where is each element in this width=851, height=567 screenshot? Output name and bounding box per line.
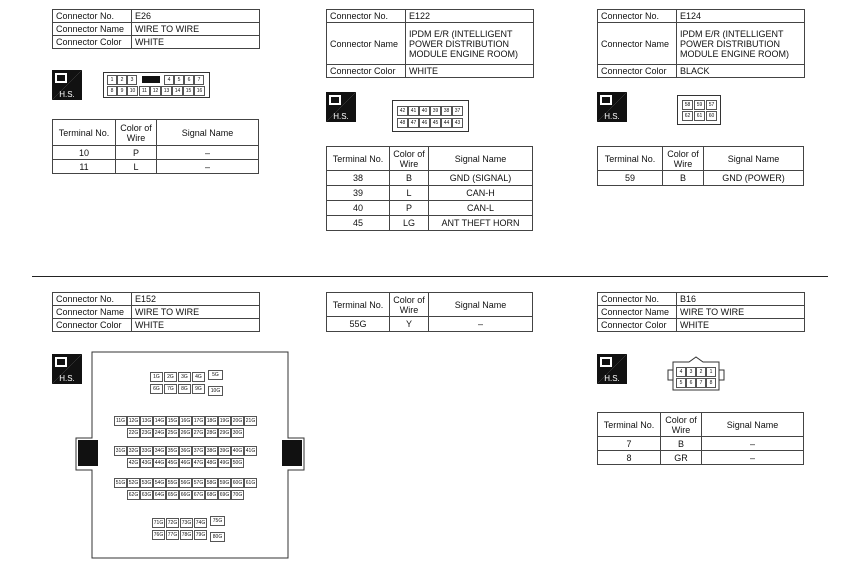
header-signal-name: Signal Name [157, 120, 259, 146]
cavity: 37 [452, 106, 463, 116]
cavity: 60 [706, 111, 717, 121]
wire-cell: L [116, 160, 157, 174]
cavity: 52G [128, 480, 139, 486]
cavity: 8G [178, 384, 191, 394]
cavity: 42G [128, 460, 139, 466]
cavity: 59G [219, 480, 230, 486]
terminal-cell: 38 [327, 171, 390, 186]
cavity: 15 [183, 86, 194, 96]
cavity: 48G [206, 460, 217, 466]
cavity: 31G [115, 448, 126, 454]
cavity: 24G [154, 430, 165, 436]
terminal-cell: 55G [327, 317, 390, 332]
terminal-table-e124 [597, 146, 804, 186]
cavity: 6 [184, 75, 194, 85]
connector-name-value: WIRE TO WIRE [132, 306, 260, 319]
connector-info-e122 [326, 9, 534, 78]
terminal-cell: 11 [53, 160, 116, 174]
wire-cell: B [663, 171, 704, 186]
cavity: 61G [245, 480, 256, 486]
connector-no-value: B16 [677, 293, 805, 306]
cavity: 50G [232, 460, 243, 466]
cavity: 59 [694, 100, 705, 110]
cavity: 35G [167, 448, 178, 454]
connector-name-value: WIRE TO WIRE [677, 306, 805, 319]
cavity: 39G [219, 448, 230, 454]
connector-no-value: E26 [132, 10, 260, 23]
cavity: 5G [208, 370, 223, 380]
header-terminal-no: Terminal No. [327, 293, 390, 317]
header-wire-color: Color of Wire [390, 147, 429, 171]
cavity: 25G [167, 430, 178, 436]
wire-cell: GR [661, 451, 702, 465]
cavity: 64G [154, 492, 165, 498]
cavity: 53G [141, 480, 152, 486]
header-signal-name: Signal Name [702, 413, 804, 437]
cavity: 1 [706, 367, 716, 377]
cavity: 75G [210, 516, 225, 526]
label-connector-no: Connector No. [598, 10, 677, 23]
cavity: 12G [128, 418, 139, 424]
cavity: 33G [141, 448, 152, 454]
terminal-cell: 39 [327, 186, 390, 201]
cavity: 46G [180, 460, 191, 466]
wire-cell: P [116, 146, 157, 160]
signal-cell: CAN-H [429, 186, 533, 201]
connector-color-value: BLACK [677, 65, 805, 78]
cavity: 78G [181, 532, 192, 538]
signal-cell: GND (SIGNAL) [429, 171, 533, 186]
label-connector-name: Connector Name [598, 306, 677, 319]
cavity: 5 [174, 75, 184, 85]
cavity: 2 [696, 367, 706, 377]
connector-color-value: WHITE [677, 319, 805, 332]
cavity: 13 [161, 86, 172, 96]
cavity: 17G [193, 418, 204, 424]
label-connector-color: Connector Color [598, 65, 677, 78]
cavity: 32G [128, 448, 139, 454]
terminal-cell: 59 [598, 171, 663, 186]
connector-no-value: E124 [677, 10, 805, 23]
cavity: 47 [408, 118, 419, 128]
label-connector-name: Connector Name [327, 23, 406, 65]
connector-name-value: IPDM E/R (INTELLIGENT POWER DISTRIBUTION MODULE ENGINE ROOM) [677, 23, 805, 65]
cavity: 30G [232, 430, 243, 436]
cavity: 16G [180, 418, 191, 424]
cavity: 72G [167, 520, 178, 526]
signal-cell: – [702, 437, 804, 451]
header-wire-color: Color of Wire [663, 147, 704, 171]
cavity: 34G [154, 448, 165, 454]
header-signal-name: Signal Name [704, 147, 804, 171]
cavity-grid-e152 [72, 350, 308, 562]
cavity: 7 [696, 378, 706, 388]
cavity: 67G [193, 492, 204, 498]
hs-connector-icon [597, 354, 627, 384]
header-wire-color: Color of Wire [661, 413, 702, 437]
cavity: 6 [686, 378, 696, 388]
label-connector-no: Connector No. [53, 293, 132, 306]
label-connector-color: Connector Color [53, 36, 132, 49]
cavity: 56G [180, 480, 191, 486]
cavity: 8 [706, 378, 716, 388]
cavity: 54G [154, 480, 165, 486]
signal-cell: – [157, 160, 259, 174]
cavity: 10 [127, 86, 138, 96]
header-terminal-no: Terminal No. [598, 413, 661, 437]
cavity: 69G [219, 492, 230, 498]
cavity: 19G [219, 418, 230, 424]
label-connector-no: Connector No. [53, 10, 132, 23]
header-wire-color: Color of Wire [390, 293, 429, 317]
label-connector-no: Connector No. [327, 10, 406, 23]
cavity: 23G [141, 430, 152, 436]
cavity: 61 [694, 111, 705, 121]
cavity: 57 [706, 100, 717, 110]
cavity: 74G [195, 520, 206, 526]
cavity: 10G [208, 386, 223, 396]
terminal-table-b16 [597, 412, 804, 465]
cavity: 9 [117, 86, 127, 96]
terminal-cell: 10 [53, 146, 116, 160]
cavity: 38G [206, 448, 217, 454]
cavity: 5 [676, 378, 686, 388]
connector-info-e26 [52, 9, 260, 49]
label-connector-name: Connector Name [53, 306, 132, 319]
cavity: 27G [193, 430, 204, 436]
hs-label: H.S. [604, 112, 620, 121]
cavity: 58G [206, 480, 217, 486]
signal-cell: CAN-L [429, 201, 533, 216]
cavity: 18G [206, 418, 217, 424]
cavity: 51G [115, 480, 126, 486]
cavity: 12 [150, 86, 161, 96]
cavity: 71G [153, 520, 164, 526]
connector-color-value: WHITE [406, 65, 534, 78]
cavity: 47G [193, 460, 204, 466]
cavity: 29G [219, 430, 230, 436]
header-terminal-no: Terminal No. [53, 120, 116, 146]
cavity: 2 [117, 75, 127, 85]
label-connector-no: Connector No. [598, 293, 677, 306]
cavity: 3 [686, 367, 696, 377]
cavity: 36G [180, 448, 191, 454]
wire-cell: LG [390, 216, 429, 231]
cavity: 45 [430, 118, 441, 128]
terminal-cell: 45 [327, 216, 390, 231]
cavity: 37G [193, 448, 204, 454]
hs-connector-icon [52, 70, 82, 100]
connector-face-e124 [677, 95, 721, 125]
signal-cell: – [702, 451, 804, 465]
cavity: 76G [153, 532, 164, 538]
cavity: 55G [167, 480, 178, 486]
cavity: 45G [167, 460, 178, 466]
cavity: 20G [232, 418, 243, 424]
wire-cell: P [390, 201, 429, 216]
cavity: 8 [107, 86, 117, 96]
wire-cell: Y [390, 317, 429, 332]
cavity: 44G [154, 460, 165, 466]
cavity: 70G [232, 492, 243, 498]
cavity: 60G [232, 480, 243, 486]
hs-label: H.S. [333, 112, 349, 121]
cavity: 43 [452, 118, 463, 128]
cavity: 4 [164, 75, 174, 85]
cavity: 65G [167, 492, 178, 498]
connector-no-value: E152 [132, 293, 260, 306]
cavity: 80G [210, 532, 225, 542]
cavity: 3G [178, 372, 191, 382]
cavity: 40G [232, 448, 243, 454]
section-divider [32, 276, 828, 277]
label-connector-name: Connector Name [53, 23, 132, 36]
cavity: 41G [245, 448, 256, 454]
connector-no-value: E122 [406, 10, 534, 23]
cavity: 26G [180, 430, 191, 436]
cavity: 40 [419, 106, 430, 116]
cavity: 62 [682, 111, 693, 121]
cavity: 15G [167, 418, 178, 424]
cavity: 48 [397, 118, 408, 128]
cavity: 58 [682, 100, 693, 110]
cavity: 22G [128, 430, 139, 436]
terminal-cell: 40 [327, 201, 390, 216]
cavity: 13G [141, 418, 152, 424]
cavity: 77G [167, 532, 178, 538]
terminal-cell: 8 [598, 451, 661, 465]
cavity: 16 [194, 86, 205, 96]
hs-connector-icon [326, 92, 356, 122]
cavity: 4 [676, 367, 686, 377]
cavity: 2G [164, 372, 177, 382]
cavity: 1G [150, 372, 163, 382]
connector-color-value: WHITE [132, 319, 260, 332]
header-wire-color: Color of Wire [116, 120, 157, 146]
key-block [142, 76, 160, 83]
cavity: 7 [194, 75, 204, 85]
cavity: 41 [408, 106, 419, 116]
cavity: 14 [172, 86, 183, 96]
signal-cell: ANT THEFT HORN [429, 216, 533, 231]
cavity: 6G [150, 384, 163, 394]
cavity: 42 [397, 106, 408, 116]
connector-name-value: WIRE TO WIRE [132, 23, 260, 36]
header-terminal-no: Terminal No. [598, 147, 663, 171]
cavity: 46 [419, 118, 430, 128]
label-connector-color: Connector Color [53, 319, 132, 332]
cavity: 4G [192, 372, 205, 382]
cavity: 79G [195, 532, 206, 538]
cavity: 7G [164, 384, 177, 394]
signal-cell: – [429, 317, 533, 332]
signal-cell: – [157, 146, 259, 160]
connector-face-e26 [103, 72, 210, 98]
cavity: 14G [154, 418, 165, 424]
cavity: 62G [128, 492, 139, 498]
cavity: 43G [141, 460, 152, 466]
header-signal-name: Signal Name [429, 147, 533, 171]
cavity: 11 [139, 86, 150, 96]
cavity: 1 [107, 75, 117, 85]
cavity: 66G [180, 492, 191, 498]
wire-cell: L [390, 186, 429, 201]
terminal-table-e122 [326, 146, 533, 231]
wire-cell: B [661, 437, 702, 451]
hs-label: H.S. [604, 374, 620, 383]
signal-cell: GND (POWER) [704, 171, 804, 186]
connector-color-value: WHITE [132, 36, 260, 49]
cavity: 57G [193, 480, 204, 486]
cavity: 44 [441, 118, 452, 128]
cavity: 68G [206, 492, 217, 498]
hs-connector-icon [597, 92, 627, 122]
cavity: 21G [245, 418, 256, 424]
header-terminal-no: Terminal No. [327, 147, 390, 171]
cavity-grid-b16 [667, 356, 725, 392]
cavity: 11G [115, 418, 126, 424]
wire-cell: B [390, 171, 429, 186]
connector-name-value: IPDM E/R (INTELLIGENT POWER DISTRIBUTION MODULE ENGINE ROOM) [406, 23, 534, 65]
cavity: 38 [441, 106, 452, 116]
label-connector-color: Connector Color [598, 319, 677, 332]
terminal-table-e152 [326, 292, 533, 332]
label-connector-name: Connector Name [598, 23, 677, 65]
terminal-cell: 7 [598, 437, 661, 451]
cavity: 73G [181, 520, 192, 526]
cavity: 49G [219, 460, 230, 466]
connector-face-e122 [392, 100, 469, 132]
cavity: 9G [192, 384, 205, 394]
label-connector-color: Connector Color [327, 65, 406, 78]
cavity: 39 [430, 106, 441, 116]
terminal-table-e26 [52, 119, 259, 174]
connector-info-b16 [597, 292, 805, 332]
cavity: 28G [206, 430, 217, 436]
cavity: 3 [127, 75, 137, 85]
connector-info-e152 [52, 292, 260, 332]
cavity: 63G [141, 492, 152, 498]
header-signal-name: Signal Name [429, 293, 533, 317]
connector-info-e124 [597, 9, 805, 78]
hs-label: H.S. [59, 90, 75, 99]
hs-label: H.S. [59, 374, 75, 383]
